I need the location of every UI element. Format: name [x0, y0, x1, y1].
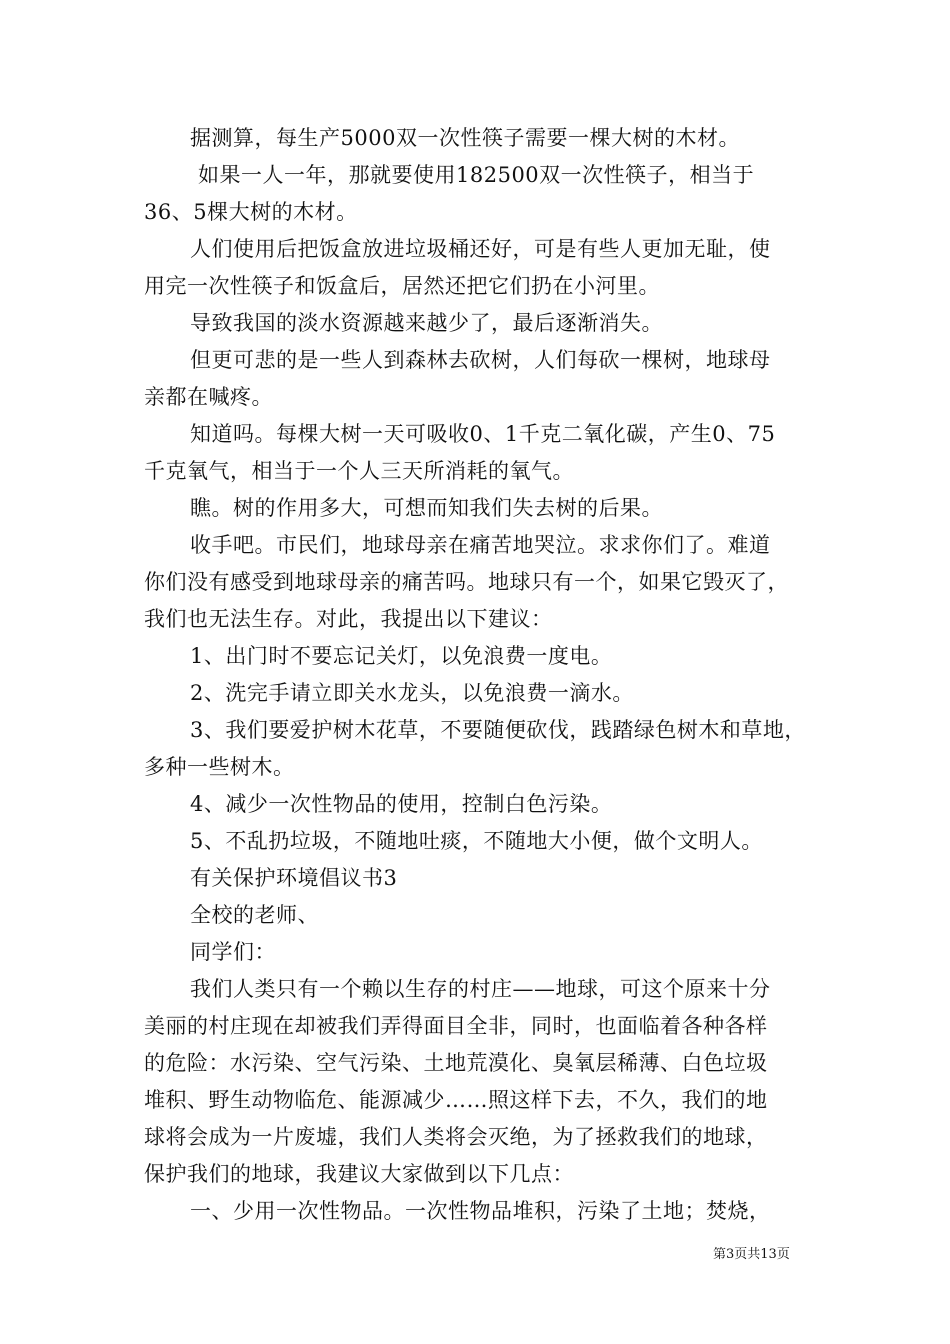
salutation-line: 同学们： — [190, 940, 276, 964]
paragraph-line: 的危险：水污染、空气污染、土地荒漠化、臭氧层稀薄、白色垃圾 — [144, 1051, 768, 1075]
list-item-line: 4、减少一次性物品的使用，控制白色污染。 — [190, 792, 613, 816]
list-item-line: 3、我们要爱护树木花草，不要随便砍伐，践踏绿色树木和草地， — [190, 718, 806, 742]
list-item-line: 2、洗完手请立即关水龙头，以免浪费一滴水。 — [190, 681, 634, 705]
paragraph-line: 如果一人一年，那就要使用182500双一次性筷子，相当于 — [198, 163, 755, 187]
paragraph-line: 你们没有感受到地球母亲的痛苦吗。地球只有一个，如果它毁灭了， — [144, 570, 789, 594]
paragraph-line: 堆积、野生动物临危、能源减少……照这样下去，不久，我们的地 — [144, 1088, 768, 1112]
paragraph-line: 千克氧气，相当于一个人三天所消耗的氧气。 — [144, 459, 574, 483]
salutation-line: 全校的老师、 — [190, 903, 319, 927]
paragraph-line: 知道吗。每棵大树一天可吸收0、1千克二氧化碳，产生0、75 — [190, 422, 776, 446]
list-item-line: 1、出门时不要忘记关灯，以免浪费一度电。 — [190, 644, 613, 668]
paragraph-line: 美丽的村庄现在却被我们弄得面目全非，同时，也面临着各种各样 — [144, 1014, 768, 1038]
paragraph-line: 我们人类只有一个赖以生存的村庄——地球，可这个原来十分 — [190, 977, 771, 1001]
paragraph-line: 人们使用后把饭盒放进垃圾桶还好，可是有些人更加无耻，使 — [190, 237, 771, 261]
paragraph-line: 但更可悲的是一些人到森林去砍树，人们每砍一棵树，地球母 — [190, 348, 771, 372]
paragraph-line: 瞧。树的作用多大，可想而知我们失去树的后果。 — [190, 496, 663, 520]
paragraph-line: 用完一次性筷子和饭盒后，居然还把它们扔在小河里。 — [144, 274, 660, 298]
paragraph-line: 亲都在喊疼。 — [144, 385, 273, 409]
paragraph-line: 我们也无法生存。对此，我提出以下建议： — [144, 607, 553, 631]
paragraph-line: 一、少用一次性物品。一次性物品堆积，污染了土地；焚烧， — [190, 1199, 771, 1223]
page-number-footer: 第3页共13页 — [713, 1247, 790, 1262]
list-item-line: 5、不乱扔垃圾，不随地吐痰，不随地大小便，做个文明人。 — [190, 829, 763, 853]
paragraph-line: 据测算，每生产5000双一次性筷子需要一棵大树的木材。 — [190, 126, 740, 150]
paragraph-line: 保护我们的地球，我建议大家做到以下几点： — [144, 1162, 574, 1186]
paragraph-line: 收手吧。市民们，地球母亲在痛苦地哭泣。求求你们了。难道 — [190, 533, 771, 557]
paragraph-line: 球将会成为一片废墟，我们人类将会灭绝，为了拯救我们的地球， — [144, 1125, 768, 1149]
section-heading: 有关保护环境倡议书3 — [190, 866, 398, 890]
paragraph-line: 36、5棵大树的木材。 — [144, 200, 358, 224]
paragraph-line: 导致我国的淡水资源越来越少了，最后逐渐消失。 — [190, 311, 663, 335]
list-item-line: 多种一些树木。 — [144, 755, 295, 779]
